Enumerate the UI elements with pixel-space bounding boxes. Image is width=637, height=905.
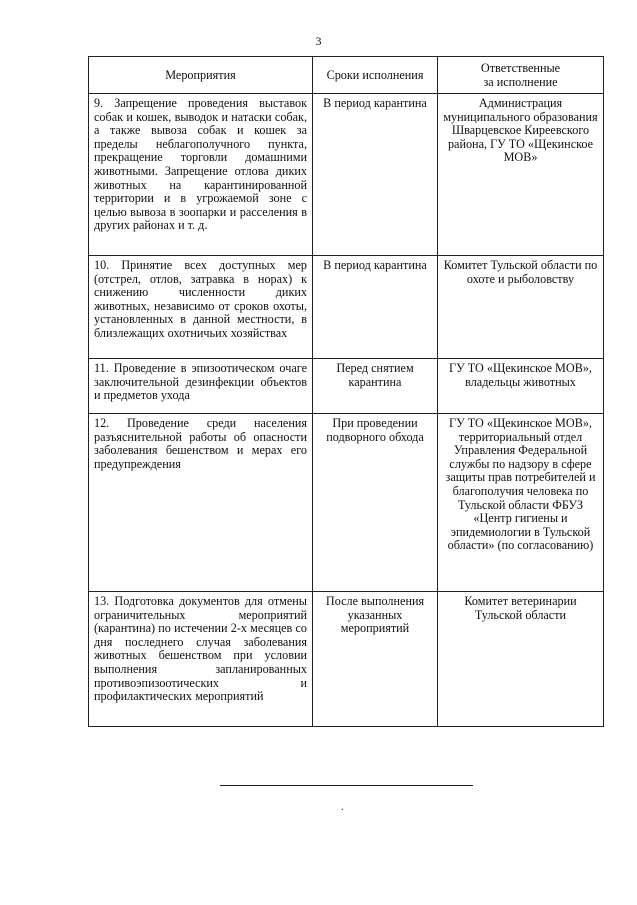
measure-cell: 10. Принятие всех доступных мер (отстрел, отлов, затравка в норах) к снижению численности диких животных, независимо от сроков охоты, установленных в данной местности, в близлежащих охотничьих хозяйствах [89, 256, 313, 359]
responsible-cell: ГУ ТО «Щекинское МОВ», территориальный отдел Управления Федеральной службы по надзору в сфере защиты прав потребителей и благополучия человека по Тульской области ФБУЗ «Центр гигиены и эпидемиологии в Тульской области» (по согласованию) [438, 414, 604, 592]
table-row [89, 414, 604, 592]
header-responsible-line1: Ответственные [480, 60, 561, 75]
measure-cell: 11. Проведение в эпизоотическом очаге заключительной дезинфекции объектов и предметов ухода [89, 359, 313, 414]
measure-cell: 12. Проведение среди населения разъяснительной работы об опасности заболевания бешенством и мерах его предупреждения [89, 414, 313, 592]
deadline-cell: В период карантина [313, 256, 438, 359]
deadline-cell: Перед снятием карантина [313, 359, 438, 414]
table-row [89, 94, 604, 256]
responsible-cell: Комитет ветеринарии Тульской области [438, 592, 604, 727]
deadline-cell: После выполнения указанных мероприятий [313, 592, 438, 727]
measure-cell: 9. Запрещение проведения выставок собак и кошек, выводок и натаски собак, а также вывоза собак и кошек за пределы неблагополучного пункта, прекращение торговли домашними животными. Запрещение отлова диких животных на карантинированной территории и в угрожаемой зоне с целью вывоза в зоопарки и расселения в других районах и т. д. [89, 94, 313, 256]
footer-mark: . [341, 802, 344, 813]
responsible-cell: ГУ ТО «Щекинское МОВ», владельцы животных [438, 359, 604, 414]
responsible-cell: Комитет Тульской области по охоте и рыболовству [438, 256, 604, 359]
deadline-cell: В период карантина [313, 94, 438, 256]
measure-cell: 13. Подготовка документов для отмены ограничительных мероприятий (карантина) по истечении 2-х месяцев со дня последнего случая заболевания животных бешенством при условии выполнения запланированных противоэпизоотических и профилактических мероприятий [89, 592, 313, 727]
footer-divider [220, 785, 473, 786]
table-row [89, 359, 604, 414]
table-header-row [89, 57, 604, 94]
measures-table [88, 56, 604, 727]
table-row [89, 592, 604, 727]
header-responsible-line2: за исполнение [483, 74, 558, 89]
header-measures: Мероприятия [89, 57, 313, 94]
header-deadlines: Сроки исполнения [313, 57, 438, 94]
page-number: 3 [315, 34, 322, 48]
header-responsible [438, 57, 604, 94]
responsible-cell: Администрация муниципального образования Шварцевское Киреевского района, ГУ ТО «Щекинское МОВ» [438, 94, 604, 256]
deadline-cell: При проведении подворного обхода [313, 414, 438, 592]
table-row [89, 256, 604, 359]
